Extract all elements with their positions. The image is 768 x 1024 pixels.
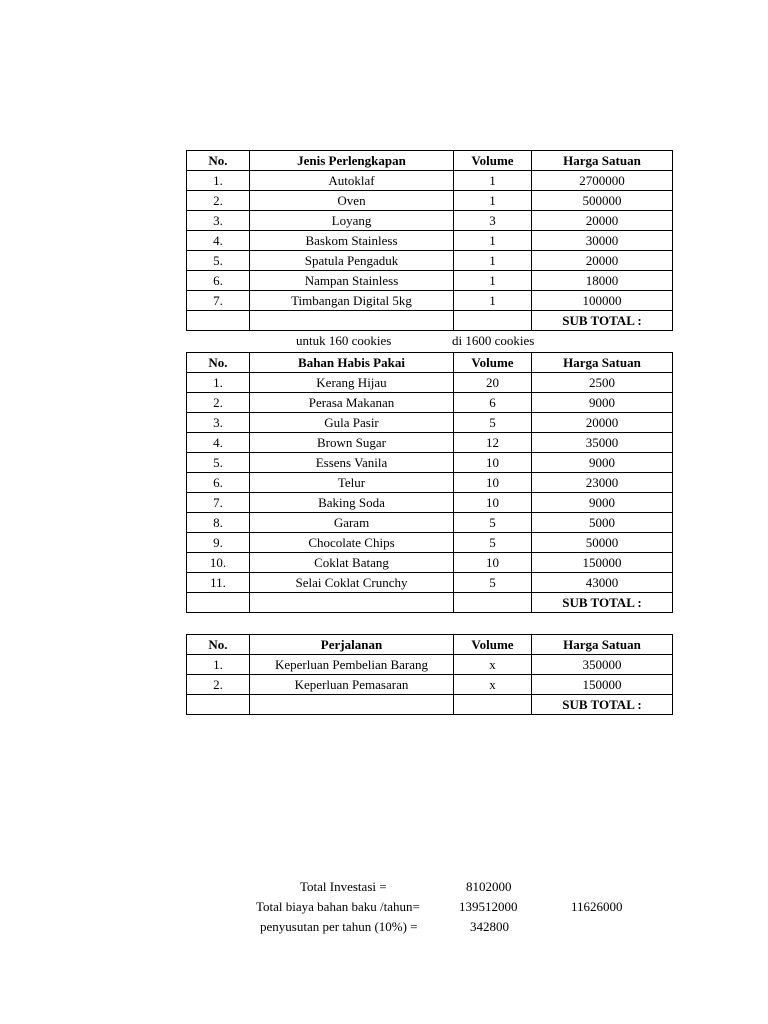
row-price: 2500 bbox=[532, 373, 673, 393]
row-name: Chocolate Chips bbox=[250, 533, 454, 553]
table-row bbox=[187, 655, 673, 675]
subtotal-label: SUB TOTAL : bbox=[532, 311, 673, 331]
row-name: Loyang bbox=[250, 211, 454, 231]
row-volume: 5 bbox=[454, 573, 532, 593]
row-no: 6. bbox=[187, 473, 250, 493]
table-row bbox=[187, 373, 673, 393]
row-price: 30000 bbox=[532, 231, 673, 251]
row-name: Brown Sugar bbox=[250, 433, 454, 453]
row-volume: 6 bbox=[454, 393, 532, 413]
total-investasi-value: 8102000 bbox=[466, 879, 512, 894]
row-name: Keperluan Pemasaran bbox=[250, 675, 454, 695]
row-volume: 5 bbox=[454, 533, 532, 553]
travel-table bbox=[186, 634, 673, 715]
header-name: Jenis Perlengkapan bbox=[250, 151, 454, 171]
table-body bbox=[187, 171, 673, 311]
table-row bbox=[187, 393, 673, 413]
row-name: Baking Soda bbox=[250, 493, 454, 513]
row-no: 5. bbox=[187, 251, 250, 271]
row-volume: 12 bbox=[454, 433, 532, 453]
empty-cell bbox=[454, 311, 532, 331]
empty-cell bbox=[250, 695, 454, 715]
table-row bbox=[187, 231, 673, 251]
table-row bbox=[187, 251, 673, 271]
row-price: 9000 bbox=[532, 453, 673, 473]
empty-cell bbox=[187, 695, 250, 715]
header-volume: Volume bbox=[454, 353, 532, 373]
table-row bbox=[187, 291, 673, 311]
subtotal-row bbox=[187, 593, 673, 613]
empty-cell bbox=[250, 311, 454, 331]
row-price: 23000 bbox=[532, 473, 673, 493]
table-row bbox=[187, 271, 673, 291]
equipment-table bbox=[186, 150, 673, 331]
bahan-baku-extra: 11626000 bbox=[571, 899, 623, 914]
row-volume: 1 bbox=[454, 271, 532, 291]
row-volume: 1 bbox=[454, 291, 532, 311]
row-name: Autoklaf bbox=[250, 171, 454, 191]
row-volume: 10 bbox=[454, 553, 532, 573]
row-volume: 10 bbox=[454, 473, 532, 493]
header-price: Harga Satuan bbox=[532, 353, 673, 373]
empty-cell bbox=[187, 311, 250, 331]
consumables-table bbox=[186, 352, 673, 613]
row-price: 35000 bbox=[532, 433, 673, 453]
row-no: 11. bbox=[187, 573, 250, 593]
row-name: Garam bbox=[250, 513, 454, 533]
row-no: 7. bbox=[187, 493, 250, 513]
table-row bbox=[187, 433, 673, 453]
header-price: Harga Satuan bbox=[532, 635, 673, 655]
row-price: 2700000 bbox=[532, 171, 673, 191]
table-row bbox=[187, 533, 673, 553]
subtotal-row bbox=[187, 695, 673, 715]
row-name: Nampan Stainless bbox=[250, 271, 454, 291]
header-volume: Volume bbox=[454, 151, 532, 171]
row-volume: 1 bbox=[454, 251, 532, 271]
table-header-row bbox=[187, 151, 673, 171]
row-volume: 1 bbox=[454, 231, 532, 251]
row-no: 1. bbox=[187, 171, 250, 191]
table-row bbox=[187, 675, 673, 695]
header-no: No. bbox=[187, 151, 250, 171]
table-row bbox=[187, 453, 673, 473]
subtotal-label: SUB TOTAL : bbox=[532, 695, 673, 715]
row-name: Coklat Batang bbox=[250, 553, 454, 573]
row-name: Keperluan Pembelian Barang bbox=[250, 655, 454, 675]
row-volume: 1 bbox=[454, 191, 532, 211]
row-no: 3. bbox=[187, 211, 250, 231]
bahan-baku-label: Total biaya bahan baku /tahun= bbox=[256, 899, 420, 914]
table-row bbox=[187, 493, 673, 513]
row-name: Essens Vanila bbox=[250, 453, 454, 473]
row-no: 3. bbox=[187, 413, 250, 433]
row-no: 2. bbox=[187, 675, 250, 695]
row-name: Baskom Stainless bbox=[250, 231, 454, 251]
table-row bbox=[187, 191, 673, 211]
table-row bbox=[187, 513, 673, 533]
row-no: 1. bbox=[187, 655, 250, 675]
row-price: 50000 bbox=[532, 533, 673, 553]
row-price: 43000 bbox=[532, 573, 673, 593]
row-no: 2. bbox=[187, 393, 250, 413]
header-name: Bahan Habis Pakai bbox=[250, 353, 454, 373]
row-no: 4. bbox=[187, 433, 250, 453]
empty-cell bbox=[454, 593, 532, 613]
row-volume: 5 bbox=[454, 513, 532, 533]
row-price: 9000 bbox=[532, 393, 673, 413]
row-volume: x bbox=[454, 675, 532, 695]
penyusutan-value: 342800 bbox=[470, 919, 509, 934]
row-price: 100000 bbox=[532, 291, 673, 311]
row-price: 20000 bbox=[532, 413, 673, 433]
header-no: No. bbox=[187, 635, 250, 655]
row-price: 150000 bbox=[532, 675, 673, 695]
row-volume: 3 bbox=[454, 211, 532, 231]
row-price: 500000 bbox=[532, 191, 673, 211]
table-header-row bbox=[187, 353, 673, 373]
penyusutan-label: penyusutan per tahun (10%) = bbox=[260, 919, 418, 934]
row-no: 1. bbox=[187, 373, 250, 393]
table-row bbox=[187, 211, 673, 231]
header-no: No. bbox=[187, 353, 250, 373]
row-name: Spatula Pengaduk bbox=[250, 251, 454, 271]
row-price: 150000 bbox=[532, 553, 673, 573]
row-price: 20000 bbox=[532, 211, 673, 231]
table-row bbox=[187, 171, 673, 191]
row-name: Selai Coklat Crunchy bbox=[250, 573, 454, 593]
row-name: Telur bbox=[250, 473, 454, 493]
note-batch-small: untuk 160 cookies bbox=[296, 333, 392, 348]
row-no: 8. bbox=[187, 513, 250, 533]
table-body bbox=[187, 373, 673, 593]
header-volume: Volume bbox=[454, 635, 532, 655]
table-row bbox=[187, 573, 673, 593]
table-row bbox=[187, 413, 673, 433]
table-row bbox=[187, 553, 673, 573]
subtotal-label: SUB TOTAL : bbox=[532, 593, 673, 613]
table-row bbox=[187, 473, 673, 493]
row-volume: 1 bbox=[454, 171, 532, 191]
row-volume: 20 bbox=[454, 373, 532, 393]
note-batch-large: di 1600 cookies bbox=[452, 333, 535, 348]
table-body bbox=[187, 655, 673, 695]
row-price: 18000 bbox=[532, 271, 673, 291]
row-volume: 10 bbox=[454, 453, 532, 473]
row-no: 4. bbox=[187, 231, 250, 251]
row-price: 5000 bbox=[532, 513, 673, 533]
row-no: 7. bbox=[187, 291, 250, 311]
row-price: 9000 bbox=[532, 493, 673, 513]
empty-cell bbox=[454, 695, 532, 715]
row-no: 10. bbox=[187, 553, 250, 573]
subtotal-row bbox=[187, 311, 673, 331]
table-header-row bbox=[187, 635, 673, 655]
row-volume: 10 bbox=[454, 493, 532, 513]
header-name: Perjalanan bbox=[250, 635, 454, 655]
row-name: Perasa Makanan bbox=[250, 393, 454, 413]
row-price: 20000 bbox=[532, 251, 673, 271]
row-volume: x bbox=[454, 655, 532, 675]
row-no: 9. bbox=[187, 533, 250, 553]
empty-cell bbox=[187, 593, 250, 613]
header-price: Harga Satuan bbox=[532, 151, 673, 171]
total-investasi-label: Total Investasi = bbox=[300, 879, 387, 894]
row-price: 350000 bbox=[532, 655, 673, 675]
bahan-baku-value: 139512000 bbox=[459, 899, 518, 914]
row-name: Timbangan Digital 5kg bbox=[250, 291, 454, 311]
row-name: Kerang Hijau bbox=[250, 373, 454, 393]
row-name: Gula Pasir bbox=[250, 413, 454, 433]
row-volume: 5 bbox=[454, 413, 532, 433]
row-no: 5. bbox=[187, 453, 250, 473]
empty-cell bbox=[250, 593, 454, 613]
row-no: 2. bbox=[187, 191, 250, 211]
row-no: 6. bbox=[187, 271, 250, 291]
row-name: Oven bbox=[250, 191, 454, 211]
